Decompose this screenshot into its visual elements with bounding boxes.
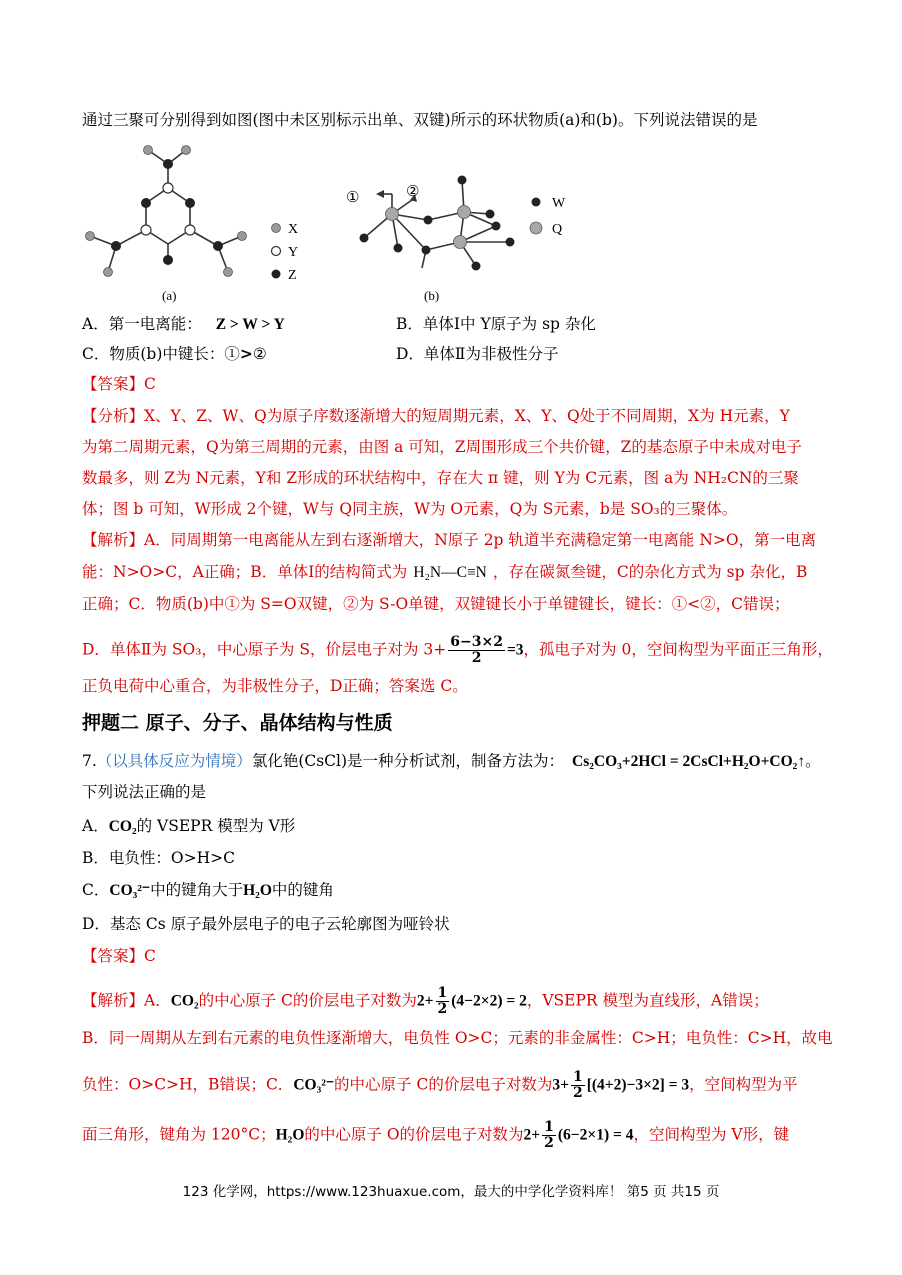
caption-b: (b) xyxy=(424,288,440,303)
q6-explain-3: 正确；C．物质(b)中①为 S=O双键，②为 S-O单键，双键键长小于单键键长，键长：①<②，C错误； xyxy=(82,595,790,613)
legend-y: Y xyxy=(288,245,299,260)
q6-analysis-4: 体；图 b 可知，W形成 2个键，W与 Q同主族，W为 O元素，Q为 S元素，b是 SO₃的三聚体。 xyxy=(82,500,738,518)
q6-explain-5: 正负电荷中心重合，为非极性分子，D正确；答案选 C。 xyxy=(82,677,468,695)
legend-z: Z xyxy=(288,268,297,283)
q6-explain-4: D．单体Ⅱ为 SO₃，中心原子为 S，价层电子对为 3+ $\frac{6-3\times 2}{2}$ =3，孤电子对为 0，空间构型为平面正三角形， xyxy=(82,634,833,666)
legend-q: Q xyxy=(552,222,563,237)
q7-option-a: A．CO₂的 VSEPR 模型为 V形 xyxy=(82,817,296,835)
q6-option-c: C．物质(b)中键长：①>② xyxy=(82,344,267,363)
q7-stem-2: 下列说法正确的是 xyxy=(82,783,207,801)
q7-option-d: D．基态 Cs 原子最外层电子的电子云轮廓图为哑铃状 xyxy=(82,915,450,933)
q6-explain-2: 能：N>O>C，A正确；B．单体Ⅰ的结构简式为 H₂N—C≡N ，存在碳氮叁键，C的杂化方式为 sp 杂化，B xyxy=(82,563,808,581)
legend-x: X xyxy=(288,222,299,237)
marker-1: ① xyxy=(346,188,360,206)
structure-figure-a xyxy=(78,140,318,308)
q6-analysis-2: 为第二周期元素，Q为第三周期的元素，由图 a 可知，Z周围形成三个共价键，Z的基态原子中未成对电子 xyxy=(82,438,802,456)
q7-stem: 7.（以具体反应为情境）氯化铯(CsCl)是一种分析试剂，制备方法为： Cs₂CO₃+2HCl = 2CsCl+H₂O+CO₂↑。 xyxy=(82,752,821,770)
page-footer: 123 化学网，https://www.123huaxue.com，最大的中学化学资料库！ 第5 页 共15 页 xyxy=(182,1184,720,1200)
q7-explain-4: 面三角形，键角为 120°C；H₂O的中心原子 O的价层电子对数为2+ $\frac{1}{2}$ (6−2×1) = 4，空间构型为 V形，键 xyxy=(82,1119,790,1151)
section-heading: 押题二 原子、分子、晶体结构与性质 xyxy=(82,712,393,734)
q7-answer: 【答案】C xyxy=(82,947,156,965)
structure-figure-b xyxy=(340,168,580,310)
marker-2: ② xyxy=(406,182,420,200)
q7-explain-2: B．同一周期从左到右元素的电负性逐渐增大，电负性 O>C；元素的非金属性：C>H；电负性：C>H，故电 xyxy=(82,1029,833,1047)
q7-option-c: C．CO₃²⁻中的键角大于H₂O中的键角 xyxy=(82,881,334,899)
question-intro: 通过三聚可分别得到如图(图中未区别标示出单、双键)所示的环状物质(a)和(b)。下列说法错误的是 xyxy=(82,111,758,129)
q7-option-b: B．电负性：O>H>C xyxy=(82,849,235,867)
q6-option-d: D．单体Ⅱ为非极性分子 xyxy=(396,345,559,363)
q6-answer: 【答案】C xyxy=(82,375,156,393)
q7-explain-1: 【解析】A．CO₂的中心原子 C的价层电子对数为2+ $\frac{1}{2}$ (4−2×2) = 2，VSEPR 模型为直线形，A错误； xyxy=(82,985,769,1017)
q6-option-a: A．第一电离能： Z > W > Y xyxy=(82,315,285,333)
caption-a: (a) xyxy=(162,288,177,303)
q6-analysis-3: 数最多，则 Z为 N元素，Y和 Z形成的环状结构中，存在大 π 键，则 Y为 C元素，图 a为 NH₂CN的三聚 xyxy=(82,469,799,487)
q6-analysis-1: 【分析】X、Y、Z、W、Q为原子序数逐渐增大的短周期元素，X、Y、Q处于不同周期，X为 H元素，Y xyxy=(82,407,790,425)
q6-explain-1: 【解析】A．同周期第一电离能从左到右逐渐增大，N原子 2p 轨道半充满稳定第一电离能 N>O，第一电离 xyxy=(82,531,817,549)
q6-option-b: B．单体Ⅰ中 Y原子为 sp 杂化 xyxy=(396,315,596,333)
q7-explain-3: 负性：O>C>H，B错误；C．CO₃²⁻的中心原子 C的价层电子对数为3+ $\frac{1}{2}$ [(4+2)−3×2] = 3，空间构型为平 xyxy=(82,1069,798,1101)
legend-w: W xyxy=(552,196,566,211)
